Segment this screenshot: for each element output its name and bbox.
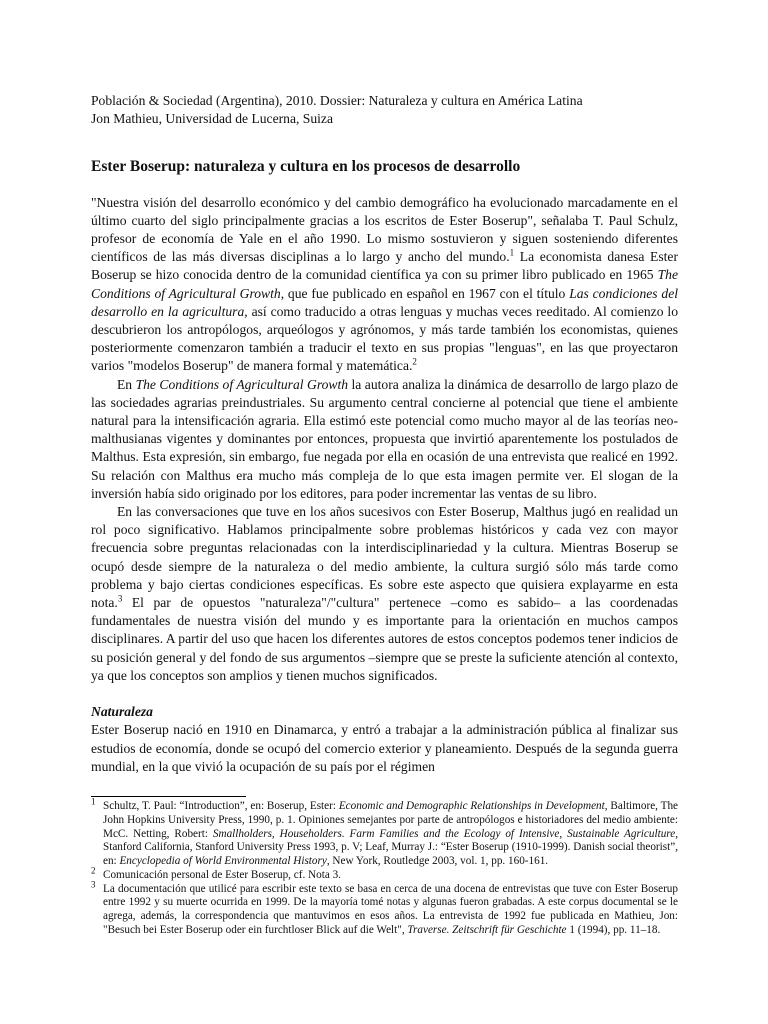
p2-text-b: la autora analiza la dinámica de desarrollo de largo plazo de las sociedades agrarias preindustriales. Su argumento central concierne al potencial que tiene el ambiente natural para la intensificación agraria. Ella estimó este potencial como mucho mayor al de las teorías neo-malthusianas vigentes y dominantes por entonces, propuesta que invirtió aparentemente los postulados de Malthus. Esta expresión, sin embargo, fue negada por ella en ocasión de una entrevista que realicé en 1992. Su relación con Malthus era mucho más compleja de lo que esta imagen permite ver. El slogan de la inversión había sido originado por los editores, para poder incrementar las ventas de su libro.: [91, 376, 678, 501]
footnote-1-text: [103, 800, 678, 869]
section-heading: Naturaleza: [91, 704, 153, 720]
footnote-ref-1: 1: [509, 247, 515, 258]
p1-book-title-1: The Conditions of Agricultural Growth: [91, 267, 678, 301]
footnote-1: [91, 796, 678, 869]
fn1-text-d: , New York, Routledge 2003, vol. 1, pp. 160-161.: [326, 855, 549, 868]
footnote-3-text: [103, 883, 678, 938]
p1-text-d: , así como traducido a otras lenguas y muchas veces reeditado. Al comienzo lo descubrieron los antropólogos, arqueólogos y agrónomos, y más tarde también los economistas, quienes posteriormente comenzaron también a traducir el texto en sus propias "lenguas", en las que proyectaron varios "modelos Boserup" de manera formal y matemática.: [91, 303, 679, 374]
footnote-1-marker: 1: [91, 796, 96, 807]
document-page: [91, 92, 678, 938]
fn1-text-a: Schultz, T. Paul: “Introduction”, en: Boserup, Ester:: [103, 799, 339, 812]
p1-text-c: , que fue publicado en español en 1967 con el título: [280, 285, 570, 301]
fn1-title-3: Encyclopedia of World Environmental History: [119, 855, 327, 868]
fn3-text-b: 1 (1994), pp. 11–18.: [566, 924, 661, 937]
p3-text-a: En las conversaciones que tuve en los años sucesivos con Ester Boserup, Malthus jugó en realidad un rol poco significativo. Hablamos principalmente sobre problemas históricos y cada vez con mayor frecuencia sobre preguntas relacionadas con la interdisciplinariedad y la cultura. Mientras Boserup se ocupó desde siempre de la naturaleza o del medio ambiente, la cultura surgió sólo más tarde como problema y bajo ciertas condiciones específicas. Es sobre este aspecto que quisiera explayarme en esta nota.: [91, 504, 678, 611]
fn3-text-a: La documentación que utilicé para escribir este texto se basa en cerca de una docena de entrevistas que tuve con Ester Boserup entre 1992 y su muerte ocurrida en 1999. De la mayoría tomé notas y algunas fueron grabadas. A este corpus documental se le agrega, además, la correspondencia que mantuvimos en esos años. La entrevista de 1992 fue publicada en Mathieu, Jon: "Besuch bei Ester Boserup oder ein furchtloser Blick auf die Welt",: [103, 882, 678, 937]
fn1-text-b: , Baltimore, The John Hopkins University Press, 1990, p. 1. Opiniones semejantes por parte de antropólogos e historiadores del medio ambiente: McC. Netting, Robert:: [103, 799, 678, 840]
paragraph-2: [91, 376, 678, 503]
footnote-1-number: [91, 796, 103, 869]
footnote-3-number: [91, 878, 103, 938]
p2-text-a: En: [117, 376, 136, 392]
footnote-ref-2: 2: [412, 356, 417, 367]
fn1-title-2: Smallholders, Householders. Farm Families and the Ecology of Intensive, Sustainable Agriculture: [212, 827, 676, 840]
paragraph-1: [91, 194, 678, 376]
author-line: Jon Mathieu, Universidad de Lucerna, Suiza: [91, 111, 333, 127]
p1-book-title-2: Las condiciones del desarrollo en la agricultura: [91, 285, 679, 319]
footnote-ref-3: 3: [117, 593, 123, 604]
article-title: Ester Boserup: naturaleza y cultura en los procesos de desarrollo: [91, 158, 521, 176]
fn1-text-c: , Stanford California, Stanford University Press 1993, p. V; Leaf, Murray J.: “Ester Boserup (1910-1999). Danish social theorist”, en:: [103, 827, 678, 868]
footnote-2-text: Comunicación personal de Ester Boserup, cf. Nota 3.: [103, 868, 341, 881]
fn3-journal-title: Traverse. Zeitschrift für Geschichte: [407, 924, 567, 937]
footnote-separator: [91, 796, 246, 797]
p1-text-a: "Nuestra visión del desarrollo económico y del cambio demográfico ha evolucionado marcadamente en el último cuarto del siglo principalmente gracias a los escritos de Ester Boserup", señalaba T. Paul Schulz, profesor de economía de Yale en el año 1990. Lo mismo sostuvieron y siguen sosteniendo diferentes científicos de las más diversas disciplinas a lo largo y ancho del mundo.: [91, 194, 678, 265]
section-paragraph: Ester Boserup nació en 1910 en Dinamarca, y entró a trabajar a la administración pública al finalizar sus estudios de economía, donde se ocupó del comercio exterior y planeamiento. Después de la segunda guerra mundial, en la que vivió la ocupación de su país por el régimen: [91, 722, 678, 774]
p1-text-b: La economista danesa Ester Boserup se hizo conocida dentro de la comunidad científica ya con su primer libro publicado en 1965: [91, 249, 678, 283]
footnote-2-marker: 2: [91, 865, 96, 876]
footnote-3: [91, 878, 678, 938]
document-header: [91, 92, 678, 128]
paragraph-3: [91, 503, 678, 685]
footnote-3-marker: 3: [91, 878, 96, 889]
p3-text-b: El par de opuestos "naturaleza"/"cultura" pertenece –como es sabido– a las coordenadas fundamentales de nuestra visión del mundo y es importante para la orientación en muchos campos disciplinares. A partir del uso que hacen los diferentes autores de estos conceptos podemos tener indicios de su posición general y del fondo de sus argumentos –siempre que se preste la suficiente atención al contexto, ya que los conceptos son amplios y tienen muchos significados.: [91, 595, 678, 683]
journal-line: Población & Sociedad (Argentina), 2010. Dossier: Naturaleza y cultura en América Latina: [91, 93, 583, 108]
footnote-2: [91, 865, 678, 883]
p2-book-title: The Conditions of Agricultural Growth: [135, 376, 349, 392]
fn1-title-1: Economic and Demographic Relationships in Development: [338, 799, 605, 812]
